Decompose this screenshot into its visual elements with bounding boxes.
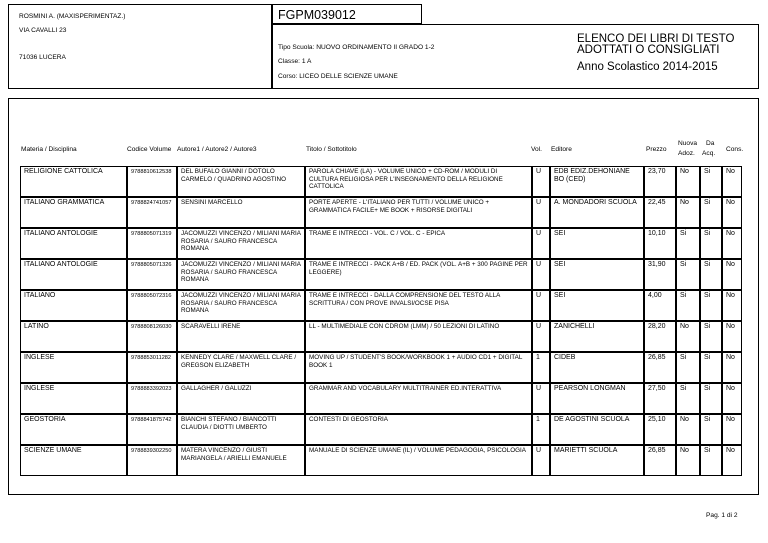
doc-title-line1: ELENCO DEI LIBRI DI TESTO [577,33,735,45]
da-acq-cell: Si [700,197,722,228]
vol-cell: U [532,166,550,197]
table-row [20,290,742,321]
codice-cell: 9788824741057 [127,197,177,228]
da-acq-cell: Si [700,321,722,352]
nuova-adoz-cell: No [676,197,700,228]
codice-cell: 9788883392023 [127,383,177,414]
vol-cell: U [532,259,550,290]
prezzo-cell: 10,10 [644,228,676,259]
cons-cell: No [722,445,742,476]
titolo-cell: MOVING UP / STUDENT'S BOOK/WORKBOOK 1 + AUDIO CD1 + DIGITAL BOOK 1 [305,352,532,383]
vol-cell: U [532,383,550,414]
materia-cell: ITALIANO ANTOLOGIE [20,259,127,290]
school-city: 71036 LUCERA [19,54,66,61]
codice-cell: 9788839302250 [127,445,177,476]
autori-cell: SENSINI MARCELLO [177,197,305,228]
autori-cell: DEL BUFALO GIANNI / DOTOLO CARMELO / QUADRINO AGOSTINO [177,166,305,197]
nuova-adoz-cell: Si [676,352,700,383]
autori-cell: KENNEDY CLARE / MAXWELL CLARE / GREGSON ELIZABETH [177,352,305,383]
codice-cell: 9788805072316 [127,290,177,321]
table-row [20,197,742,228]
cons-cell: No [722,166,742,197]
editore-cell: MARIETTI SCUOLA [550,445,644,476]
editore-cell: CIDEB [550,352,644,383]
col-codice: Codice Volume [127,146,172,153]
nuova-adoz-cell: Si [676,259,700,290]
editore-cell: SEI [550,290,644,321]
codice-cell: 9788841875742 [127,414,177,445]
prezzo-cell: 25,10 [644,414,676,445]
da-acq-cell: Si [700,352,722,383]
materia-cell: INGLESE [20,383,127,414]
titolo-cell: TRAME E INTRECCI - DALLA COMPRENSIONE DEL TESTO ALLA SCRITTURA / CON PROVE INVALSI/OCSE PISA [305,290,532,321]
col-vol: Vol. [531,146,542,153]
nuova-adoz-cell: No [676,166,700,197]
editore-cell: ZANICHELLI [550,321,644,352]
col-prezzo: Prezzo [646,146,667,153]
col-da-1: Da [706,140,715,147]
table-row [20,352,742,383]
table-row [20,166,742,197]
da-acq-cell: Si [700,166,722,197]
table-row [20,414,742,445]
classe: Classe: 1 A [278,58,312,65]
codice-cell: 9788810612538 [127,166,177,197]
school-code: FGPM039012 [278,8,356,22]
vol-cell: 1 [532,414,550,445]
autori-cell: JACOMUZZI VINCENZO / MILIANI MARIA ROSARIA / SAURO FRANCESCA ROMANA [177,228,305,259]
prezzo-cell: 26,85 [644,445,676,476]
col-materia: Materia / Disciplina [21,146,77,153]
tipo-scuola: Tipo Scuola: NUOVO ORDINAMENTO II GRADO 1-2 [278,44,435,51]
materia-cell: GEOSTORIA [20,414,127,445]
school-year: Anno Scolastico 2014-2015 [577,61,718,73]
autori-cell: BIANCHI STEFANO / BIANCOTTI CLAUDIA / DIOTTI UMBERTO [177,414,305,445]
school-name: ROSMINI A. (MAXISPERIMENTAZ.) [19,13,126,20]
cons-cell: No [722,290,742,321]
prezzo-cell: 23,70 [644,166,676,197]
doc-title-line2: ADOTTATI O CONSIGLIATI [577,44,720,56]
table-row [20,228,742,259]
page-number: Pag. 1 di 2 [706,512,738,519]
col-nuova-2: Adoz. [678,150,695,157]
corso: Corso: LICEO DELLE SCIENZE UMANE [278,73,398,80]
autori-cell: JACOMUZZI VINCENZO / MILIANI MARIA ROSARIA / SAURO FRANCESCA ROMANA [177,290,305,321]
vol-cell: U [532,290,550,321]
vol-cell: 1 [532,352,550,383]
nuova-adoz-cell: No [676,414,700,445]
col-da-2: Acq. [702,150,716,157]
cons-cell: No [722,383,742,414]
da-acq-cell: Si [700,383,722,414]
cons-cell: No [722,259,742,290]
titolo-cell: CONTESTI DI GEOSTORIA [305,414,532,445]
titolo-cell: LL - MULTIMEDIALE CON CDROM (LMM) / 50 LEZIONI DI LATINO [305,321,532,352]
materia-cell: ITALIANO GRAMMATICA [20,197,127,228]
autori-cell: GALLAGHER / GALUZZI [177,383,305,414]
editore-cell: A. MONDADORI SCUOLA [550,197,644,228]
da-acq-cell: Si [700,259,722,290]
materia-cell: ITALIANO ANTOLOGIE [20,228,127,259]
table-row [20,259,742,290]
codice-cell: 9788805071319 [127,228,177,259]
col-titolo: Titolo / Sottotitolo [306,146,357,153]
school-address: VIA CAVALLI 23 [19,27,67,34]
materia-cell: SCIENZE UMANE [20,445,127,476]
nuova-adoz-cell: Si [676,383,700,414]
editore-cell: DE AGOSTINI SCUOLA [550,414,644,445]
table-row [20,321,742,352]
vol-cell: U [532,321,550,352]
da-acq-cell: Si [700,228,722,259]
col-autori: Autore1 / Autore2 / Autore3 [177,146,257,153]
col-nuova-1: Nuova [678,140,698,147]
autori-cell: JACOMUZZI VINCENZO / MILIANI MARIA ROSARIA / SAURO FRANCESCA ROMANA [177,259,305,290]
cons-cell: No [722,352,742,383]
codice-cell: 9788808126030 [127,321,177,352]
col-cons: Cons. [726,146,744,153]
titolo-cell: TRAME E INTRECCI - PACK A+B / ED. PACK (VOL. A+B + 300 PAGINE PER LEGGERE) [305,259,532,290]
prezzo-cell: 26,85 [644,352,676,383]
prezzo-cell: 28,20 [644,321,676,352]
nuova-adoz-cell: Si [676,290,700,321]
titolo-cell: TRAME E INTRECCI - VOL. C / VOL. C - EPICA [305,228,532,259]
vol-cell: U [532,197,550,228]
da-acq-cell: Si [700,414,722,445]
materia-cell: LATINO [20,321,127,352]
codice-cell: 9788805071326 [127,259,177,290]
prezzo-cell: 22,45 [644,197,676,228]
vol-cell: U [532,228,550,259]
da-acq-cell: Si [700,445,722,476]
titolo-cell: PAROLA CHIAVE (LA) - VOLUME UNICO + CD-ROM / MODULI DI CULTURA RELIGIOSA PER L'INSEGNAMENTO DELLA RELIGIONE CATTOLICA [305,166,532,197]
prezzo-cell: 27,50 [644,383,676,414]
editore-cell: SEI [550,228,644,259]
editore-cell: PEARSON LONGMAN [550,383,644,414]
prezzo-cell: 4,00 [644,290,676,321]
nuova-adoz-cell: No [676,321,700,352]
cons-cell: No [722,321,742,352]
titolo-cell: MANUALE DI SCIENZE UMANE (IL) / VOLUME PEDAGOGIA, PSICOLOGIA [305,445,532,476]
nuova-adoz-cell: Si [676,228,700,259]
table-row [20,445,742,476]
titolo-cell: PORTE APERTE - L'ITALIANO PER TUTTI / VOLUME UNICO + GRAMMATICA FACILE+ ME BOOK + RISORSE DIGITALI [305,197,532,228]
autori-cell: MATERA VINCENZO / GIUSTI MARIANGELA / ARIELLI EMANUELE [177,445,305,476]
col-editore: Editore [551,146,572,153]
table-row [20,383,742,414]
editore-cell: EDB EDIZ.DEHONIANE BO (CED) [550,166,644,197]
materia-cell: INGLESE [20,352,127,383]
titolo-cell: GRAMMAR AND VOCABULARY MULTITRAINER ED.INTERATTIVA [305,383,532,414]
materia-cell: RELIGIONE CATTOLICA [20,166,127,197]
autori-cell: SCARAVELLI IRENE [177,321,305,352]
cons-cell: No [722,228,742,259]
cons-cell: No [722,197,742,228]
vol-cell: U [532,445,550,476]
prezzo-cell: 31,90 [644,259,676,290]
nuova-adoz-cell: No [676,445,700,476]
materia-cell: ITALIANO [20,290,127,321]
cons-cell: No [722,414,742,445]
codice-cell: 9788853011282 [127,352,177,383]
books-table [20,166,742,476]
da-acq-cell: Si [700,290,722,321]
editore-cell: SEI [550,259,644,290]
